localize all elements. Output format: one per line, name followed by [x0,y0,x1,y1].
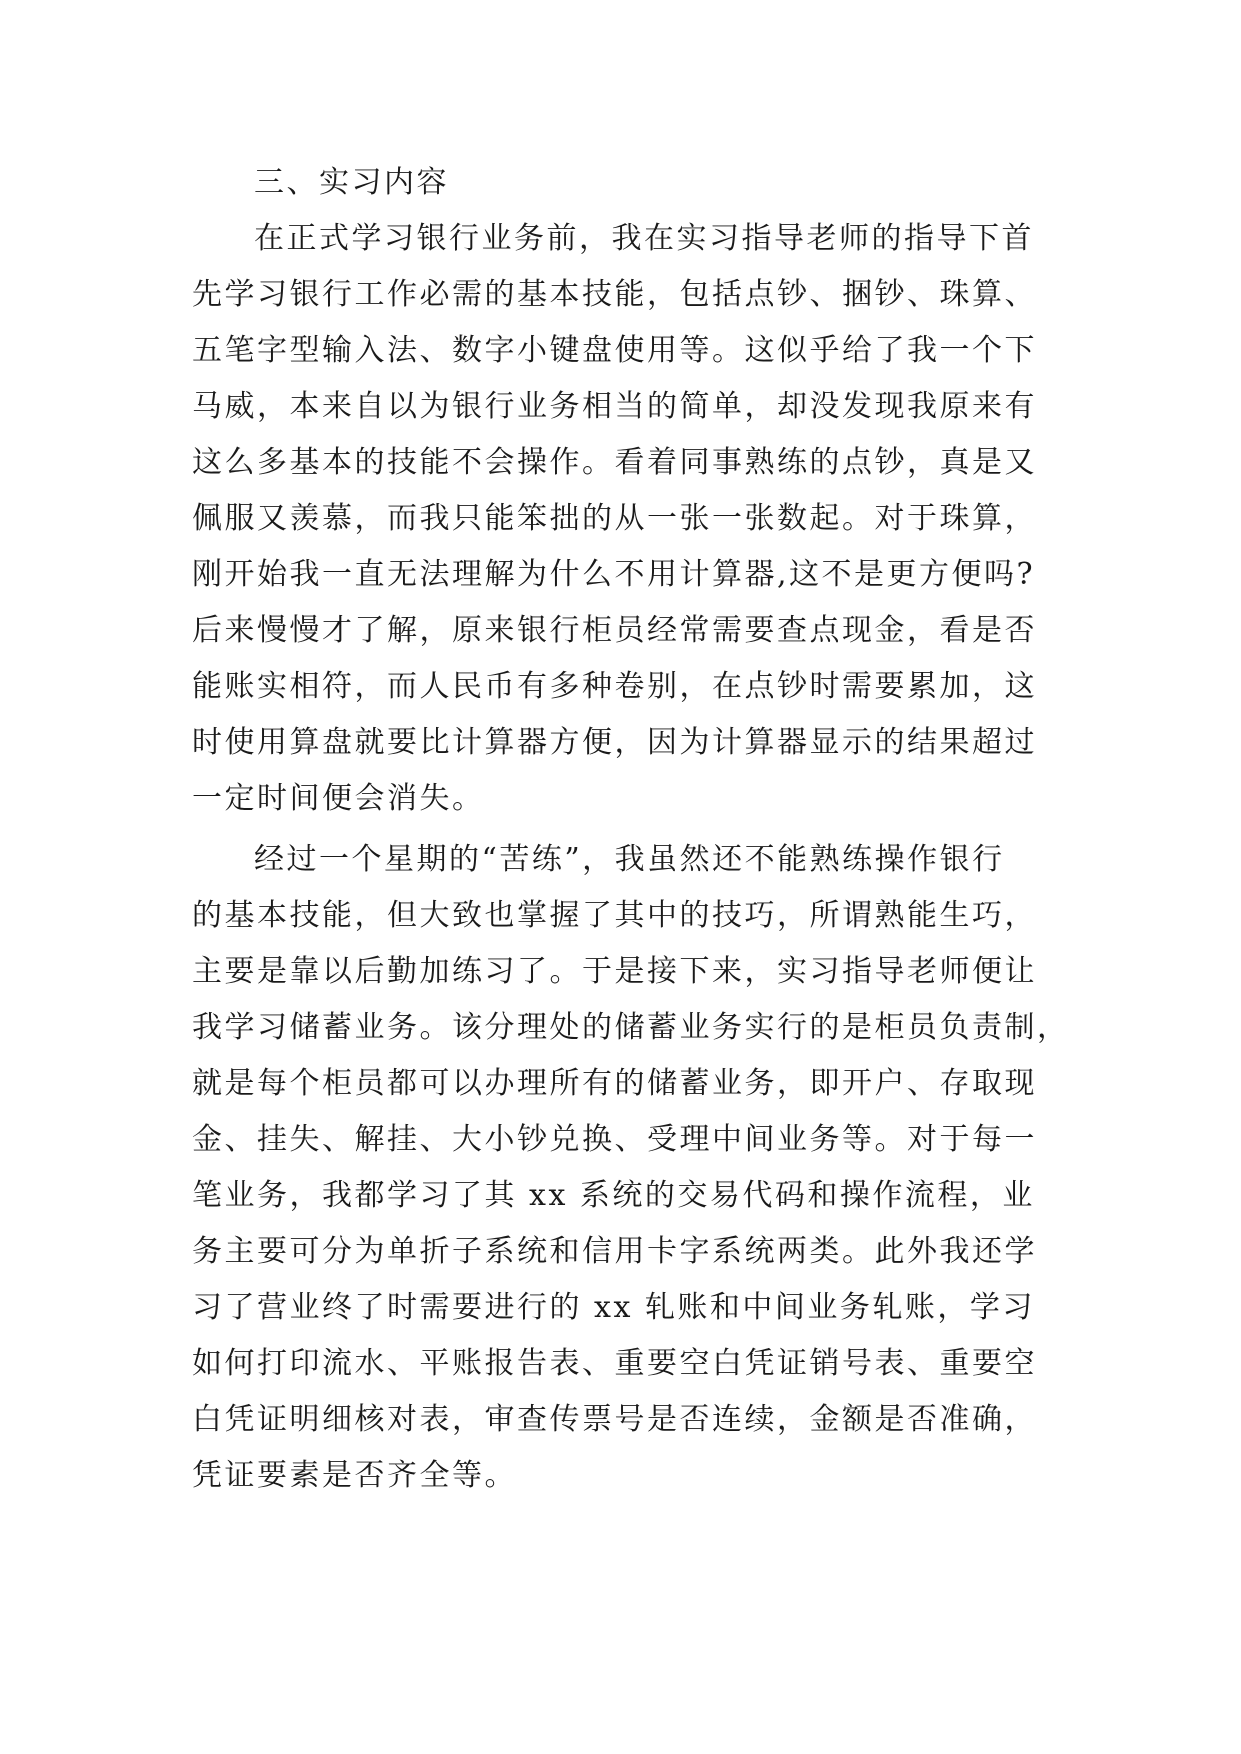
paragraph-1-line: 在正式学习银行业务前，我在实习指导老师的指导下首 [254,221,1034,256]
paragraph-1-line: 五笔字型输入法、数字小键盘使用等。这似乎给了我一个下 [192,333,1037,368]
paragraph-1-line: 刚开始我一直无法理解为什么不用计算器,这不是更方便吗? [192,557,1036,592]
paragraph-2-line: 经过一个星期的“苦练”，我虽然还不能熟练操作银行 [254,842,1005,877]
paragraph-1-line: 后来慢慢才了解，原来银行柜员经常需要查点现金，看是否 [192,613,1037,648]
paragraph-2-line: 主要是靠以后勤加练习了。于是接下来，实习指导老师便让 [192,954,1037,989]
paragraph-2-line: 金、挂失、解挂、大小钞兑换、受理中间业务等。对于每一 [192,1122,1037,1157]
section-heading: 三、实习内容 [254,165,449,200]
paragraph-2-line: 白凭证明细核对表，审查传票号是否连续，金额是否准确， [192,1402,1037,1437]
paragraph-2-line: 就是每个柜员都可以办理所有的储蓄业务，即开户、存取现 [192,1066,1037,1101]
paragraph-1-line: 这么多基本的技能不会操作。看着同事熟练的点钞，真是又 [192,445,1037,480]
paragraph-2-line: 如何打印流水、平账报告表、重要空白凭证销号表、重要空 [192,1346,1037,1381]
paragraph-1-line: 时使用算盘就要比计算器方便，因为计算器显示的结果超过 [192,725,1037,760]
paragraph-1-line: 先学习银行工作必需的基本技能，包括点钞、捆钞、珠算、 [192,277,1037,312]
paragraph-2 [192,832,1070,1504]
paragraph-2-line: 凭证要素是否齐全等。 [192,1458,517,1493]
paragraph-1-line: 佩服又羡慕，而我只能笨拙的从一张一张数起。对于珠算， [192,501,1037,536]
paragraph-2-line: 的基本技能，但大致也掌握了其中的技巧，所谓熟能生巧， [192,898,1037,933]
paragraph-2-line: 习了营业终了时需要进行的 xx 轧账和中间业务轧账，学习 [192,1290,1035,1325]
paragraph-2-line: 我学习储蓄业务。该分理处的储蓄业务实行的是柜员负责制， [192,1010,1070,1045]
paragraph-1-line: 能账实相符，而人民币有多种卷别，在点钞时需要累加，这 [192,669,1037,704]
paragraph-2-line: 务主要可分为单折子系统和信用卡字系统两类。此外我还学 [192,1234,1037,1269]
paragraph-2-line: 笔业务，我都学习了其 xx 系统的交易代码和操作流程，业 [192,1178,1035,1213]
paragraph-1-line: 马威，本来自以为银行业务相当的简单，却没发现我原来有 [192,389,1037,424]
paragraph-1-line: 一定时间便会消失。 [192,781,485,816]
document-body [192,155,1070,1504]
paragraph-1 [192,211,1062,827]
